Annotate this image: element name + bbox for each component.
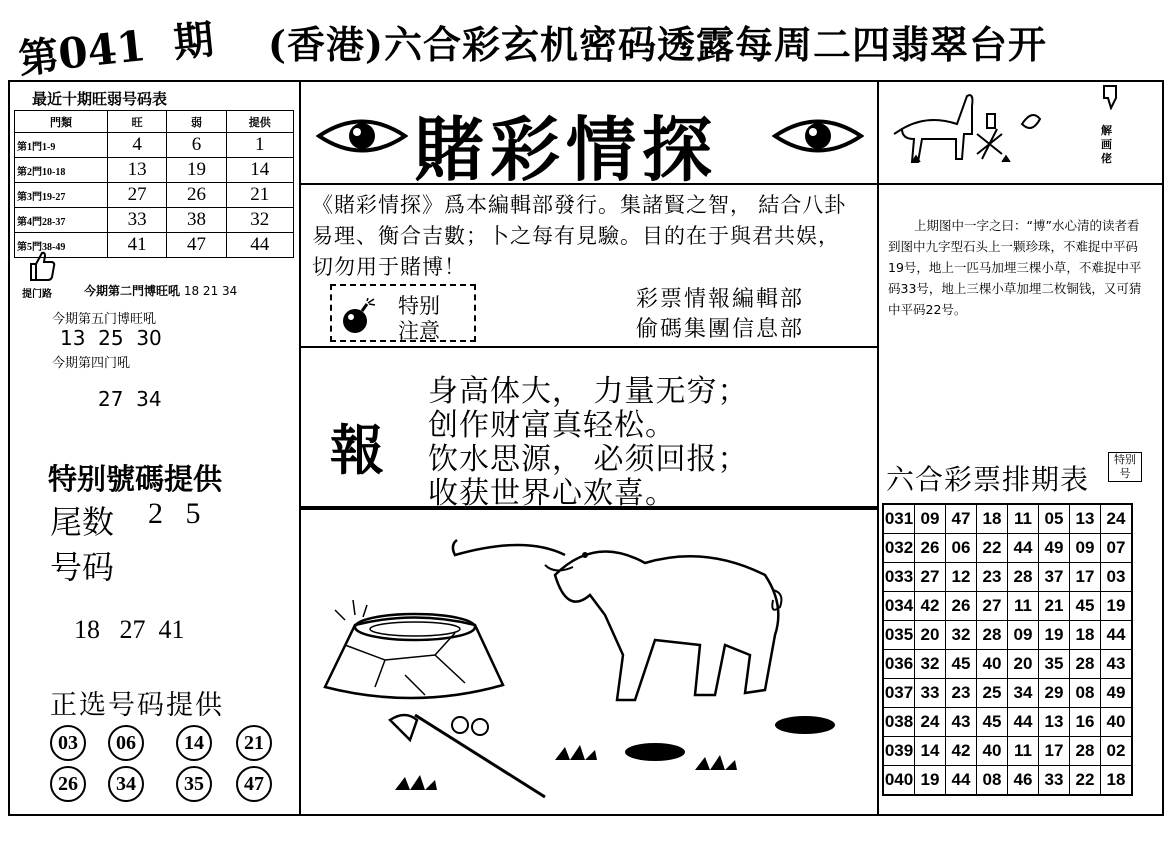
tip-line-1-values: 18 21 34 bbox=[183, 284, 238, 298]
schedule-row bbox=[883, 708, 1132, 737]
table-cell: 32 bbox=[226, 208, 293, 233]
table-row bbox=[15, 158, 294, 183]
schedule-issue-cell: 039 bbox=[883, 737, 915, 766]
tip-line-1-label: 今期第二門博旺吼 bbox=[84, 284, 181, 298]
schedule-table bbox=[882, 503, 1133, 796]
page-title: (香港)六合彩玄机密码透露每周二四翡翠台开 bbox=[268, 22, 1047, 67]
special-numbers: 18 27 41 bbox=[74, 615, 185, 644]
table-cell: 13 bbox=[108, 158, 167, 183]
pick-number: 21 bbox=[236, 725, 272, 761]
schedule-number-cell: 46 bbox=[1008, 766, 1039, 796]
schedule-number-cell: 45 bbox=[1070, 592, 1101, 621]
schedule-number-cell: 26 bbox=[915, 534, 946, 563]
schedule-title: 六合彩票排期表 bbox=[886, 463, 1090, 496]
dept-2: 偷碼集團信息部 bbox=[636, 316, 805, 341]
schedule-row bbox=[883, 621, 1132, 650]
table-cell: 47 bbox=[167, 233, 226, 258]
schedule-number-cell: 28 bbox=[1070, 737, 1101, 766]
schedule-number-cell: 13 bbox=[1070, 504, 1101, 534]
schedule-issue-cell: 033 bbox=[883, 563, 915, 592]
schedule-number-cell: 12 bbox=[946, 563, 977, 592]
poem-line: 创作财富真轻松。 bbox=[428, 408, 676, 443]
schedule-number-cell: 45 bbox=[977, 708, 1008, 737]
schedule-number-cell: 47 bbox=[946, 504, 977, 534]
table-row bbox=[15, 233, 294, 258]
schedule-number-cell: 34 bbox=[1008, 679, 1039, 708]
row-label: 第3門19-27 bbox=[15, 183, 108, 208]
table-cell: 33 bbox=[108, 208, 167, 233]
dept-1: 彩票情報編輯部 bbox=[636, 286, 805, 311]
schedule-number-cell: 40 bbox=[977, 737, 1008, 766]
tail-label: 尾数 bbox=[50, 503, 115, 541]
table-cell: 21 bbox=[226, 183, 293, 208]
eye-icon bbox=[772, 113, 864, 159]
schedule-number-cell: 28 bbox=[1070, 650, 1101, 679]
schedule-number-cell: 24 bbox=[1101, 504, 1133, 534]
col-header: 提供 bbox=[226, 111, 293, 133]
schedule-number-cell: 11 bbox=[1008, 737, 1039, 766]
schedule-number-cell: 23 bbox=[946, 679, 977, 708]
schedule-number-cell: 18 bbox=[1070, 621, 1101, 650]
schedule-number-cell: 19 bbox=[1039, 621, 1070, 650]
schedule-number-cell: 22 bbox=[977, 534, 1008, 563]
eye-icon bbox=[316, 113, 408, 159]
schedule-number-cell: 40 bbox=[1101, 708, 1133, 737]
tail-values: 2 5 bbox=[148, 497, 201, 530]
schedule-number-cell: 27 bbox=[977, 592, 1008, 621]
hint-label: 提门路 bbox=[22, 289, 52, 300]
schedule-number-cell: 44 bbox=[1008, 708, 1039, 737]
schedule-number-cell: 49 bbox=[1039, 534, 1070, 563]
schedule-number-cell: 11 bbox=[1008, 504, 1039, 534]
special-heading: 特别號碼提供 bbox=[48, 462, 223, 496]
table-cell: 6 bbox=[167, 133, 226, 158]
table-cell: 27 bbox=[108, 183, 167, 208]
pick-number: 26 bbox=[50, 766, 86, 802]
issue-label bbox=[16, 8, 217, 85]
schedule-number-cell: 43 bbox=[946, 708, 977, 737]
table-cell: 1 bbox=[226, 133, 293, 158]
schedule-number-cell: 27 bbox=[915, 563, 946, 592]
tip-line-3-label: 今期第四门吼 bbox=[52, 356, 131, 371]
schedule-issue-cell: 034 bbox=[883, 592, 915, 621]
schedule-number-cell: 02 bbox=[1101, 737, 1133, 766]
row-label: 第5門38-49 bbox=[15, 233, 108, 258]
schedule-number-cell: 14 bbox=[915, 737, 946, 766]
schedule-number-cell: 25 bbox=[977, 679, 1008, 708]
schedule-number-cell: 03 bbox=[1101, 563, 1133, 592]
table-cell: 14 bbox=[226, 158, 293, 183]
schedule-number-cell: 05 bbox=[1039, 504, 1070, 534]
schedule-number-cell: 08 bbox=[977, 766, 1008, 796]
schedule-number-cell: 40 bbox=[977, 650, 1008, 679]
schedule-number-cell: 19 bbox=[1101, 592, 1133, 621]
schedule-number-cell: 49 bbox=[1101, 679, 1133, 708]
schedule-number-cell: 45 bbox=[946, 650, 977, 679]
schedule-issue-cell: 040 bbox=[883, 766, 915, 796]
schedule-number-cell: 23 bbox=[977, 563, 1008, 592]
schedule-issue-cell: 031 bbox=[883, 504, 915, 534]
schedule-number-cell: 20 bbox=[1008, 650, 1039, 679]
schedule-number-cell: 17 bbox=[1039, 737, 1070, 766]
schedule-number-cell: 32 bbox=[915, 650, 946, 679]
schedule-row bbox=[883, 534, 1132, 563]
notice-line-2: 注意 bbox=[398, 319, 440, 343]
pointing-hand-icon bbox=[1098, 84, 1124, 110]
schedule-number-cell: 33 bbox=[915, 679, 946, 708]
schedule-number-cell: 29 bbox=[1039, 679, 1070, 708]
poem-line: 饮水思源， 必须回报； bbox=[428, 442, 749, 477]
schedule-number-cell: 08 bbox=[1070, 679, 1101, 708]
summary-table-header bbox=[15, 111, 294, 133]
number-label: 号码 bbox=[50, 548, 115, 586]
row-label: 第4門28-37 bbox=[15, 208, 108, 233]
bomb-icon bbox=[340, 298, 376, 336]
schedule-number-cell: 44 bbox=[1101, 621, 1133, 650]
schedule-number-cell: 28 bbox=[977, 621, 1008, 650]
schedule-number-cell: 24 bbox=[915, 708, 946, 737]
schedule-number-cell: 37 bbox=[1039, 563, 1070, 592]
schedule-number-cell: 18 bbox=[1101, 766, 1133, 796]
table-row bbox=[15, 183, 294, 208]
schedule-number-cell: 09 bbox=[1070, 534, 1101, 563]
schedule-number-cell: 26 bbox=[946, 592, 977, 621]
divider bbox=[299, 183, 879, 185]
schedule-number-cell: 43 bbox=[1101, 650, 1133, 679]
issue-suffix: 期 bbox=[171, 15, 216, 67]
table-row bbox=[15, 208, 294, 233]
schedule-issue-cell: 038 bbox=[883, 708, 915, 737]
divider bbox=[299, 508, 879, 510]
center-title: 賭彩情探 bbox=[414, 108, 718, 191]
schedule-number-cell: 42 bbox=[915, 592, 946, 621]
riddle-text: 上期图中一字之曰：“博”水心清的读者看到图中九字型石头上一颗珍珠，不难捉中平码19号，地上一匹马加埋三棵小草，不难捉中平码33号，地上三棵小草加埋二枚铜钱，又可猜中平码22号。 bbox=[888, 218, 1142, 317]
notice-line-1: 特别 bbox=[398, 294, 440, 318]
issue-prefix: 第 bbox=[16, 32, 62, 84]
schedule-number-cell: 22 bbox=[1070, 766, 1101, 796]
schedule-number-cell: 09 bbox=[1008, 621, 1039, 650]
issue-number: 041 bbox=[55, 21, 149, 79]
schedule-number-cell: 21 bbox=[1039, 592, 1070, 621]
table-cell: 19 bbox=[167, 158, 226, 183]
schedule-issue-cell: 035 bbox=[883, 621, 915, 650]
schedule-number-cell: 17 bbox=[1070, 563, 1101, 592]
pick-number: 06 bbox=[108, 725, 144, 761]
notice-box bbox=[330, 284, 476, 342]
schedule-number-cell: 06 bbox=[946, 534, 977, 563]
schedule-issue-cell: 032 bbox=[883, 534, 915, 563]
table-cell: 44 bbox=[226, 233, 293, 258]
schedule-number-cell: 18 bbox=[977, 504, 1008, 534]
pick-number: 34 bbox=[108, 766, 144, 802]
schedule-number-cell: 13 bbox=[1039, 708, 1070, 737]
tip-line-1 bbox=[84, 282, 237, 299]
poem-line: 收获世界心欢喜。 bbox=[428, 476, 676, 511]
poem-line: 身高体大， 力量无穷； bbox=[428, 374, 749, 409]
picks-heading: 正选号码提供 bbox=[50, 690, 224, 721]
schedule-number-cell: 33 bbox=[1039, 766, 1070, 796]
pick-number: 47 bbox=[236, 766, 272, 802]
schedule-issue-cell: 037 bbox=[883, 679, 915, 708]
table-cell: 26 bbox=[167, 183, 226, 208]
pick-number: 35 bbox=[176, 766, 212, 802]
table-cell: 4 bbox=[108, 133, 167, 158]
schedule-row bbox=[883, 592, 1132, 621]
intro-text: 《賭彩情探》爲本編輯部發行。集諸賢之智， 結合八卦易理、衡合吉數；卜之每有見驗。目的在于與君共娱，切勿用于賭博！ bbox=[312, 193, 847, 279]
table-cell: 41 bbox=[108, 233, 167, 258]
pick-number: 03 bbox=[50, 725, 86, 761]
table-row bbox=[15, 133, 294, 158]
schedule-special-label: 特别号 bbox=[1108, 452, 1142, 482]
schedule-number-cell: 19 bbox=[915, 766, 946, 796]
summary-table-title: 最近十期旺弱号码表 bbox=[32, 92, 168, 108]
schedule-number-cell: 07 bbox=[1101, 534, 1133, 563]
schedule-number-cell: 32 bbox=[946, 621, 977, 650]
col-header: 門類 bbox=[15, 111, 108, 133]
schedule-row bbox=[883, 504, 1132, 534]
summary-table bbox=[14, 110, 294, 258]
schedule-number-cell: 16 bbox=[1070, 708, 1101, 737]
col-header: 弱 bbox=[167, 111, 226, 133]
schedule-number-cell: 44 bbox=[1008, 534, 1039, 563]
schedule-row bbox=[883, 679, 1132, 708]
schedule-issue-cell: 036 bbox=[883, 650, 915, 679]
tip-line-3-values: 27 34 bbox=[98, 387, 162, 411]
schedule-number-cell: 09 bbox=[915, 504, 946, 534]
row-label: 第2門10-18 bbox=[15, 158, 108, 183]
schedule-number-cell: 35 bbox=[1039, 650, 1070, 679]
thumbs-up-icon bbox=[30, 250, 56, 282]
row-label: 第1門1-9 bbox=[15, 133, 108, 158]
schedule-row bbox=[883, 737, 1132, 766]
schedule-number-cell: 28 bbox=[1008, 563, 1039, 592]
elephant-illustration bbox=[305, 515, 870, 810]
pick-number: 14 bbox=[176, 725, 212, 761]
horse-riddle-illustration bbox=[882, 84, 1062, 184]
schedule-number-cell: 44 bbox=[946, 766, 977, 796]
schedule-number-cell: 11 bbox=[1008, 592, 1039, 621]
schedule-row bbox=[883, 766, 1132, 796]
table-cell: 38 bbox=[167, 208, 226, 233]
riddle-side-label: 解画佬 bbox=[1101, 124, 1112, 165]
schedule-number-cell: 20 bbox=[915, 621, 946, 650]
tip-line-2-label: 今期第五门博旺吼 bbox=[52, 312, 157, 327]
poem-char: 報 bbox=[330, 418, 384, 482]
tip-line-2-values: 13 25 30 bbox=[60, 326, 162, 350]
divider bbox=[878, 183, 1164, 185]
schedule-row bbox=[883, 650, 1132, 679]
col-header: 旺 bbox=[108, 111, 167, 133]
schedule-row bbox=[883, 563, 1132, 592]
schedule-number-cell: 42 bbox=[946, 737, 977, 766]
